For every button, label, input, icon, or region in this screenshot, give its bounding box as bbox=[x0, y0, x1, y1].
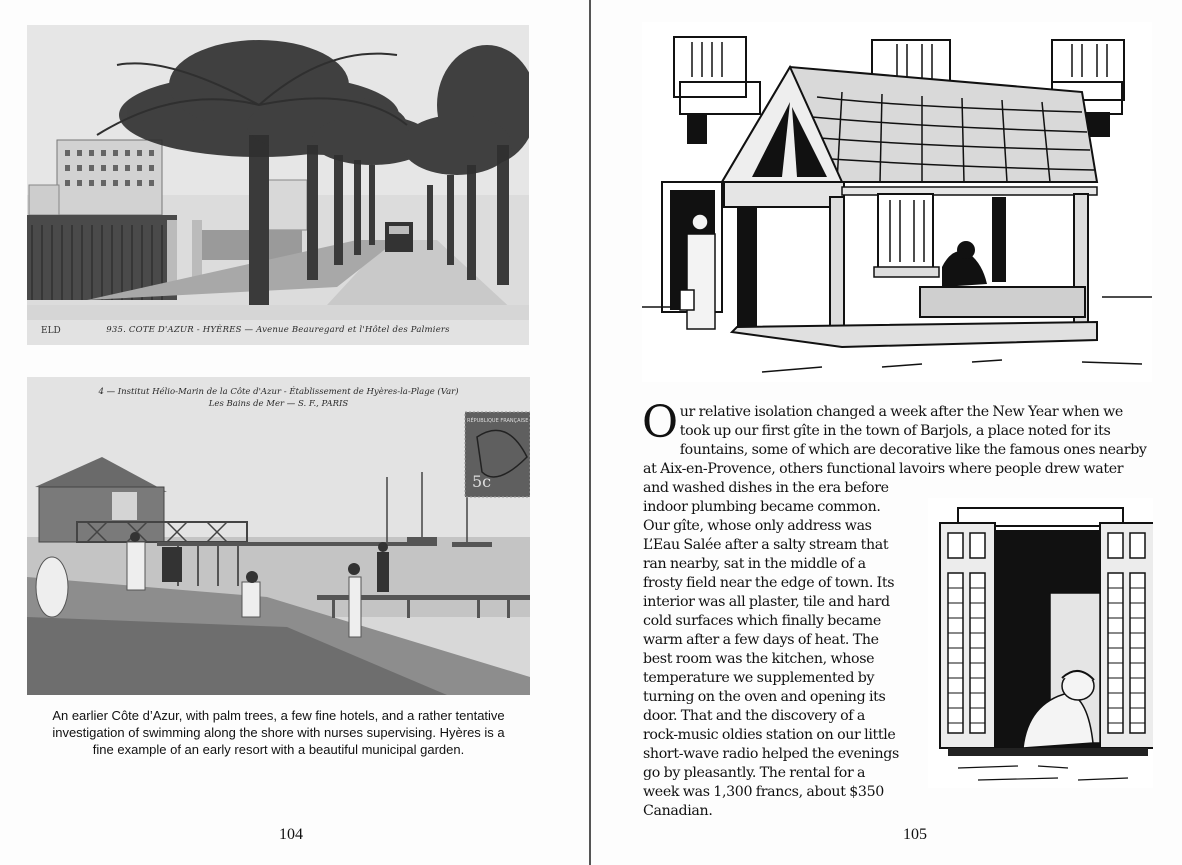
beach-photo-art bbox=[27, 377, 530, 695]
avenue-photo-art bbox=[27, 25, 529, 345]
drop-cap: O bbox=[642, 397, 678, 448]
text-line: best room was the kitchen, whose bbox=[643, 651, 875, 667]
page-number-left: 104 bbox=[279, 826, 303, 843]
lavoir-drawing-art bbox=[642, 22, 1152, 382]
text-line: temperature we supplemented by bbox=[643, 670, 875, 686]
shuttered-window-drawing bbox=[928, 498, 1153, 788]
text-line: warm after a few days of heat. The bbox=[643, 632, 879, 648]
postcard-caption-beach-line-1: 4 — Institut Hélio-Marin de la Côte d'Azur - Établissement de Hyères-la-Plage (Var) bbox=[98, 387, 459, 397]
text-line: Our gîte, whose only address was bbox=[643, 518, 872, 534]
text-line: interior was all plaster, tile and hard bbox=[643, 594, 890, 610]
text-line: fountains, some of which are decorative like the famous ones nearby bbox=[679, 442, 1147, 458]
text-line: short-wave radio helped the evenings bbox=[643, 746, 899, 762]
text-line: week was 1,300 francs, about $350 bbox=[643, 784, 884, 800]
text-line: go by pleasantly. The rental for a bbox=[643, 765, 866, 781]
text-line: ur relative isolation changed a week after the New Year when we bbox=[679, 404, 1123, 420]
hyeres-beach-photo bbox=[27, 377, 530, 695]
postcard-caption-avenue: 935. COTE D'AZUR - HYÈRES — Avenue Beauregard et l'Hôtel des Palmiers bbox=[106, 325, 450, 335]
stamp-text: RÉPUBLIQUE FRANÇAISE bbox=[467, 418, 529, 424]
text-line: frosty field near the edge of town. Its bbox=[643, 575, 895, 591]
text-line: Canadian. bbox=[643, 803, 713, 819]
stamp-value: 5c bbox=[472, 472, 492, 491]
page-number-right: 105 bbox=[903, 826, 927, 843]
caption-line: An earlier Côte d’Azur, with palm trees, a few fine hotels, and a rather tentative bbox=[52, 708, 505, 723]
text-line: at Aix-en-Provence, others functional lavoirs where people drew water bbox=[643, 461, 1124, 477]
caption-line: investigation of swimming along the shore with nurses supervising. Hyères is a bbox=[52, 725, 505, 740]
text-line: door. That and the discovery of a bbox=[643, 708, 865, 724]
text-line: turning on the oven and opening its bbox=[643, 689, 886, 705]
photo-caption bbox=[27, 707, 530, 758]
text-line: cold surfaces which finally became bbox=[643, 613, 881, 629]
text-line: and washed dishes in the era before bbox=[643, 480, 889, 496]
postcard-caption-beach-line-2: Les Bains de Mer — S. F., PARIS bbox=[208, 399, 349, 409]
text-line: indoor plumbing became common. bbox=[643, 499, 881, 515]
lavoir-drawing bbox=[642, 22, 1152, 382]
left-page bbox=[0, 0, 589, 865]
text-line: rock-music oldies station on our little bbox=[643, 727, 896, 743]
text-line: ran nearby, sat in the middle of a bbox=[643, 556, 866, 572]
hyeres-avenue-photo bbox=[27, 25, 529, 345]
shuttered-window-drawing-art bbox=[928, 498, 1153, 788]
caption-line: fine example of an early resort with a beautiful municipal garden. bbox=[92, 742, 465, 757]
postcard-publisher-logo: ELD bbox=[41, 326, 61, 336]
text-line: took up our first gîte in the town of Barjols, a place noted for its bbox=[679, 423, 1111, 439]
text-line: L’Eau Salée after a salty stream that bbox=[643, 537, 889, 553]
